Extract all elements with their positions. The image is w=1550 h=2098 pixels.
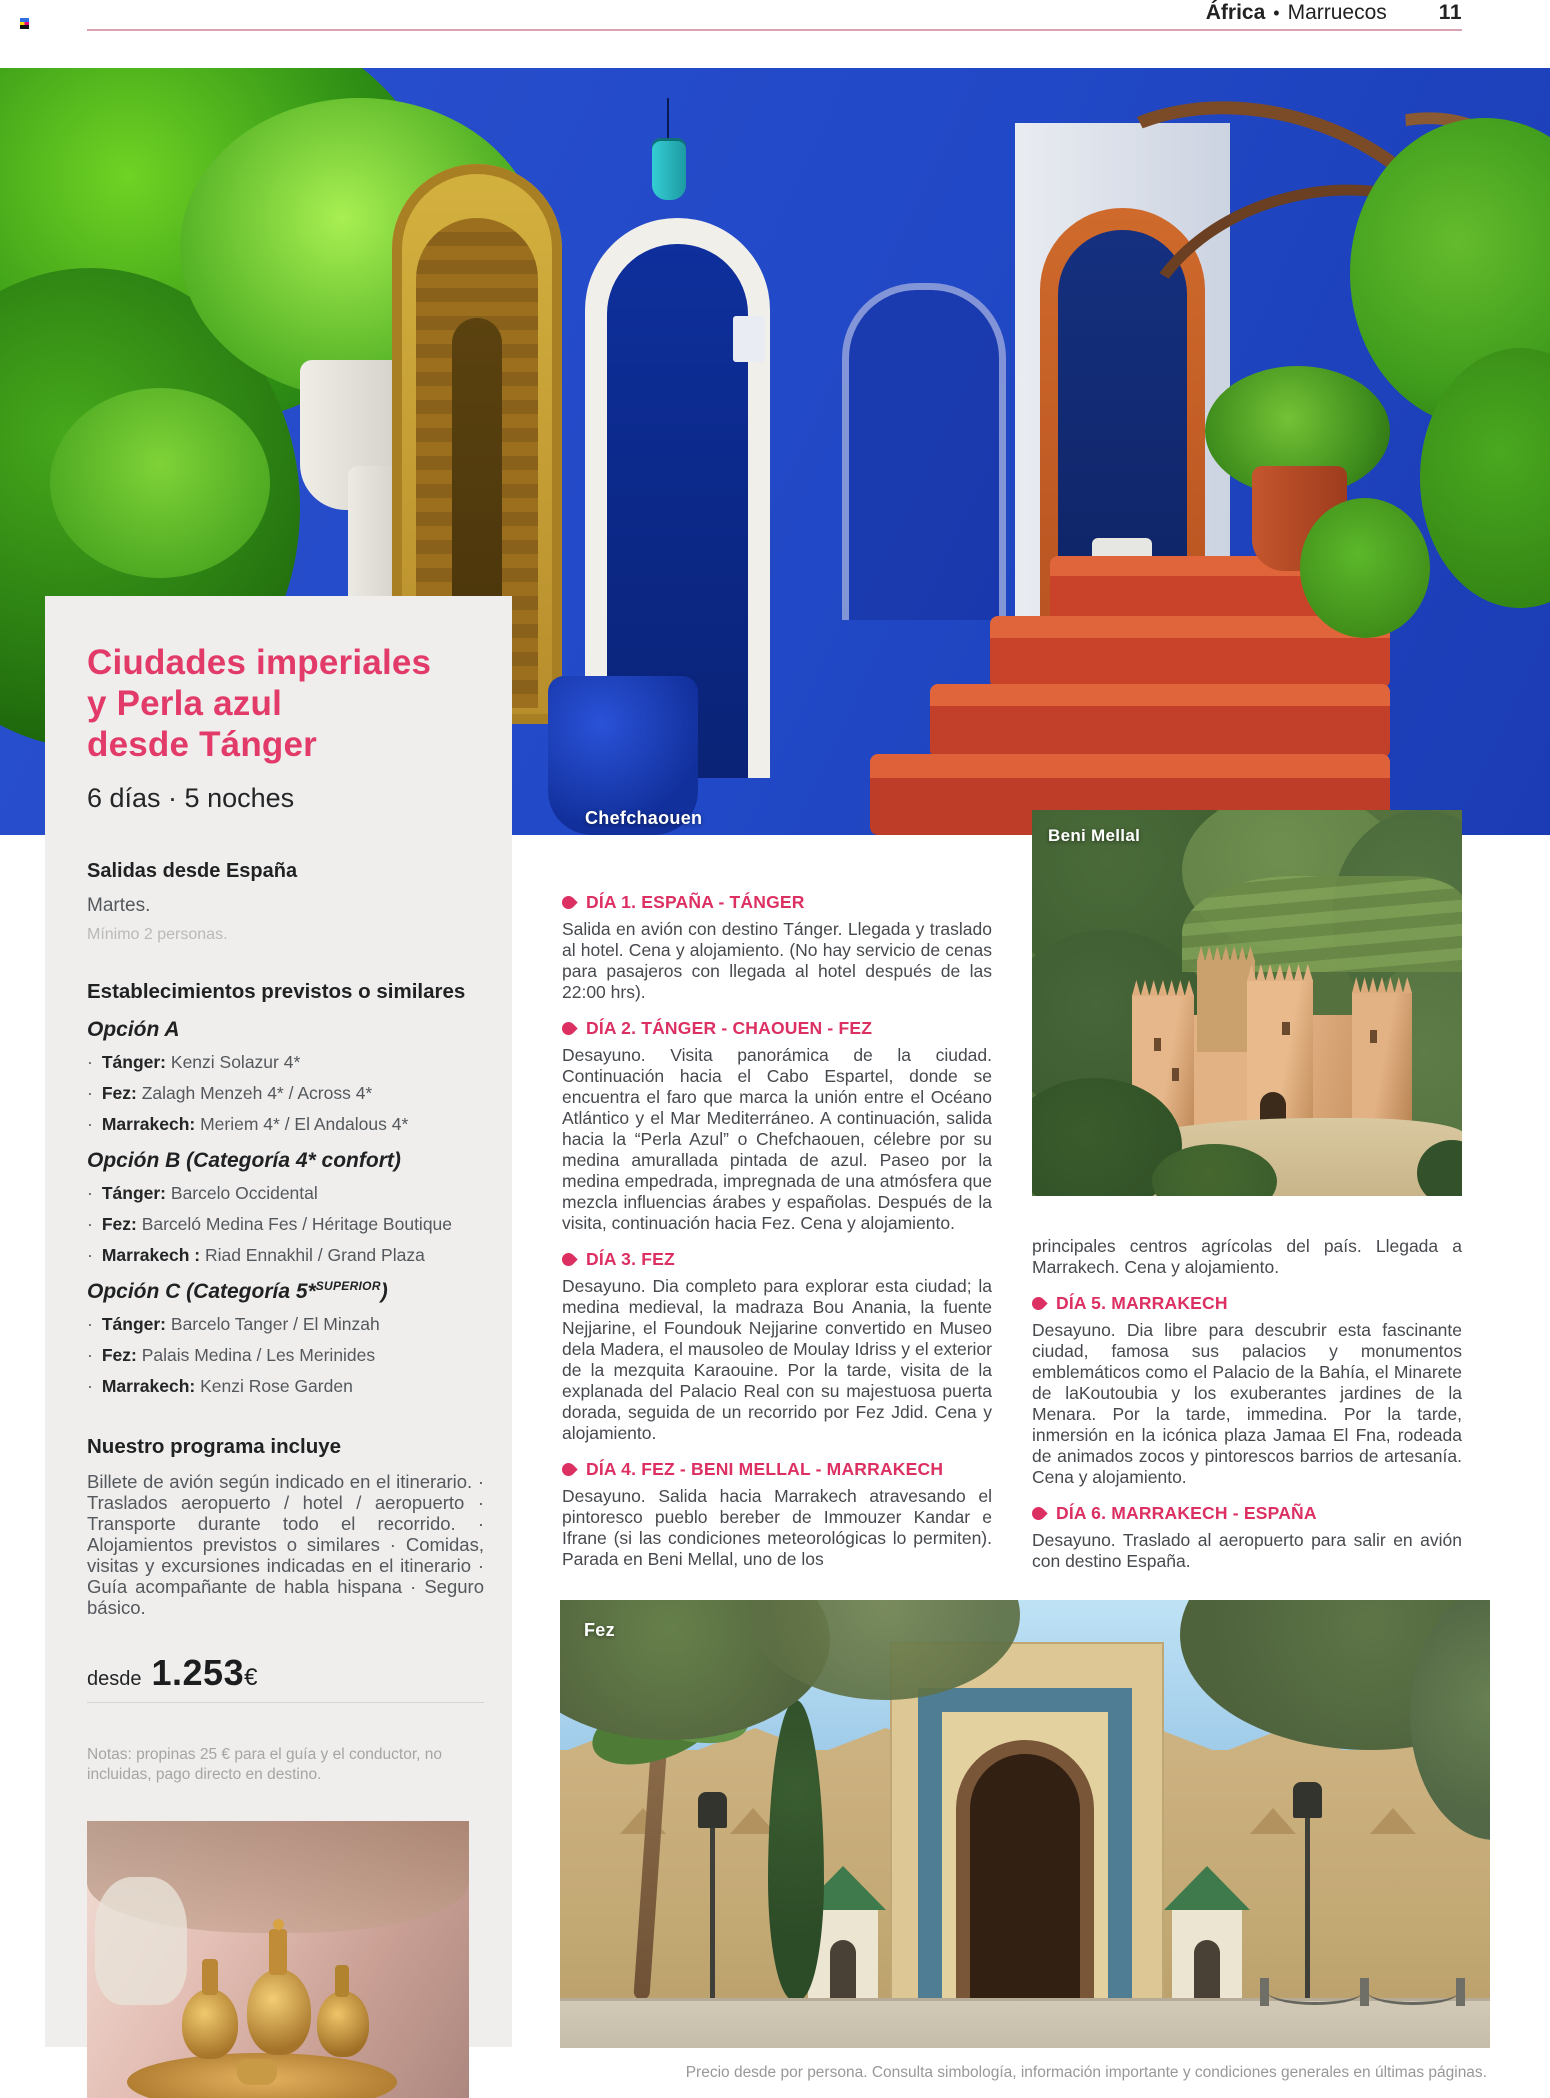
- day-2-heading: DÍA 2. TÁNGER - CHAOUEN - FEZ: [562, 1018, 992, 1039]
- salidas-days: Martes.: [87, 895, 151, 916]
- day-1-heading: DÍA 1. ESPAÑA - TÁNGER: [562, 892, 992, 913]
- beni-photo-label: Beni Mellal: [1048, 826, 1141, 845]
- itinerary-column-1: [562, 892, 992, 1585]
- footer-legal-text: Precio desde por persona. Consulta simbología, información importante y condiciones generales en últimas páginas.: [685, 2064, 1487, 2081]
- photo-beni-mellal: [1032, 810, 1462, 1196]
- itinerary-column-2: [1032, 810, 1462, 1587]
- day-4-continuation: principales centros agrícolas del país. Llegada a Marrakech. Cena y alojamiento.: [1032, 1236, 1462, 1277]
- day-2-body: Desayuno. Visita panorámica de la ciudad. Continuación hacia el Cabo Espartel, donde se encuentra el faro que marca la unión entre el Océano Atlántico y el Mar Mediterráneo. A continuación, salida hacia la “Perla Azul” o Chefchaouen, célebre por su medina amurallada pintada de azul. Paseo por la medina empedrada, impregnada de una atmósfera que mezcla influencias árabes y españolas. Después de la visita, continuación hacia Fez. Cena y alojamiento.: [562, 1045, 992, 1233]
- day-4-heading: DÍA 4. FEZ - BENI MELLAL - MARRAKECH: [562, 1459, 992, 1480]
- hotel-row: · Fez: Zalagh Menzeh 4* / Across 4*: [87, 1083, 373, 1103]
- fez-photo-label: Fez: [584, 1620, 615, 1640]
- option-c-label: Opción C (Categoría 5*$^{SUPERIOR}$): [87, 1279, 388, 1303]
- header-separator: •: [1273, 3, 1280, 23]
- price-amount: 1.253: [151, 1652, 245, 1693]
- page-number: 11: [1438, 1, 1462, 24]
- photo-brass-souvenirs: [87, 1821, 469, 2098]
- salidas-minimum: Mínimo 2 personas.: [87, 926, 228, 943]
- notes: Notas: propinas 25 € para el guía y el conductor, no incluidas, pago directo en destino.: [87, 1746, 443, 1783]
- header-rule: [87, 29, 1462, 31]
- hotel-row: · Tánger: Barcelo Tanger / El Minzah: [87, 1314, 380, 1334]
- price-currency: €: [244, 1664, 258, 1691]
- day-6-body: Desayuno. Traslado al aeropuerto para salir en avión con destino España.: [1032, 1530, 1462, 1571]
- option-a-label: Opción A: [87, 1018, 180, 1041]
- day-marker-icon: [559, 1019, 577, 1037]
- day-marker-icon: [559, 893, 577, 911]
- breadcrumb: [1206, 1, 1387, 25]
- day-1-body: Salida en avión con destino Tánger. Llegada y traslado al hotel. Cena y alojamiento. (No hay servicio de cenas para pasajeros con llegada al hotel después de las 22:00 hrs).: [562, 919, 992, 1002]
- option-b-label: Opción B (Categoría 4* confort): [87, 1149, 401, 1172]
- print-registration-marks-icon: [20, 18, 29, 29]
- tour-duration: 6 días · 5 noches: [87, 783, 295, 813]
- program-heading: Nuestro programa incluye: [87, 1435, 342, 1458]
- header-country: Marruecos: [1287, 1, 1387, 24]
- hero-photo-label: Chefchaouen: [585, 808, 703, 828]
- day-5-body: Desayuno. Dia libre para descubrir esta fascinante ciudad, famosa sus palacios y monumentos emblemáticos como el Palacio de la Bahía, el Minarete de laKoutoubia y los exuberantes jardines de la Menara. Por la tarde, immedina. Por la tarde, inmersión en la icónica plaza Jamaa El Fna, rodeada de animados zocos y pintorescos barrios de artesanía. Cena y alojamiento.: [1032, 1320, 1462, 1487]
- tour-title: Ciudades imperiales y Perla azul desde Tánger: [87, 643, 432, 764]
- day-marker-icon: [1029, 1294, 1047, 1312]
- price: [87, 1652, 484, 1694]
- day-marker-icon: [1029, 1504, 1047, 1522]
- day-4-body: Desayuno. Salida hacia Marrakech atravesando el pintoresco pueblo bereber de Immouzer Kandar e Ifrane (si las condiciones meteorológicas lo permiten). Parada en Beni Mellal, uno de los: [562, 1486, 992, 1569]
- hotel-row: · Tánger: Barcelo Occidental: [87, 1183, 318, 1203]
- day-3-heading: DÍA 3. FEZ: [562, 1249, 992, 1270]
- hotel-row: · Tánger: Kenzi Solazur 4*: [87, 1052, 301, 1072]
- day-marker-icon: [559, 1250, 577, 1268]
- price-prefix: desde: [87, 1668, 142, 1690]
- establishments-heading: Establecimientos previstos o similares: [87, 980, 466, 1003]
- day-3-body: Desayuno. Dia completo para explorar esta ciudad; la medina medieval, la madraza Bou Anania, la fuente Nejjarine, el Foundouk Nejjarine convertido en Museo dela Madera, el mausoleo de Moulay Idriss y el exterior de la mezquita Karaouine. Por la tarde, visita de la explanada del Palacio Real con su majestuosa puerta dorada, seguida de un recorrido por Fez Jdid. Cena y alojamiento.: [562, 1276, 992, 1443]
- day-marker-icon: [559, 1460, 577, 1478]
- salidas-heading: Salidas desde España: [87, 860, 298, 882]
- day-5-heading: DÍA 5. MARRAKECH: [1032, 1293, 1462, 1314]
- hotel-row: · Marrakech: Kenzi Rose Garden: [87, 1376, 353, 1396]
- program-body: Billete de avión según indicado en el itinerario. · Traslados aeropuerto / hotel / aeropuerto · Transporte durante todo el recorrido. · Alojamientos previstos o similares · Comidas, visitas y excursiones indicadas en el itinerario · Guía acompañante de habla hispana · Seguro básico.: [87, 1471, 484, 1618]
- hotel-row: · Fez: Barceló Medina Fes / Héritage Boutique: [87, 1214, 453, 1234]
- day-6-heading: DÍA 6. MARRAKECH - ESPAÑA: [1032, 1503, 1462, 1524]
- page-header: [1206, 1, 1462, 25]
- price-rule: [87, 1702, 484, 1703]
- tour-info-panel: [45, 596, 512, 2047]
- header-region: África: [1205, 1, 1266, 24]
- hotel-row: · Marrakech: Meriem 4* / El Andalous 4*: [87, 1114, 409, 1134]
- hotel-row: · Marrakech : Riad Ennakhil / Grand Plaza: [87, 1245, 425, 1265]
- photo-fez: [560, 1600, 1490, 2048]
- hotel-row: · Fez: Palais Medina / Les Merinides: [87, 1345, 376, 1365]
